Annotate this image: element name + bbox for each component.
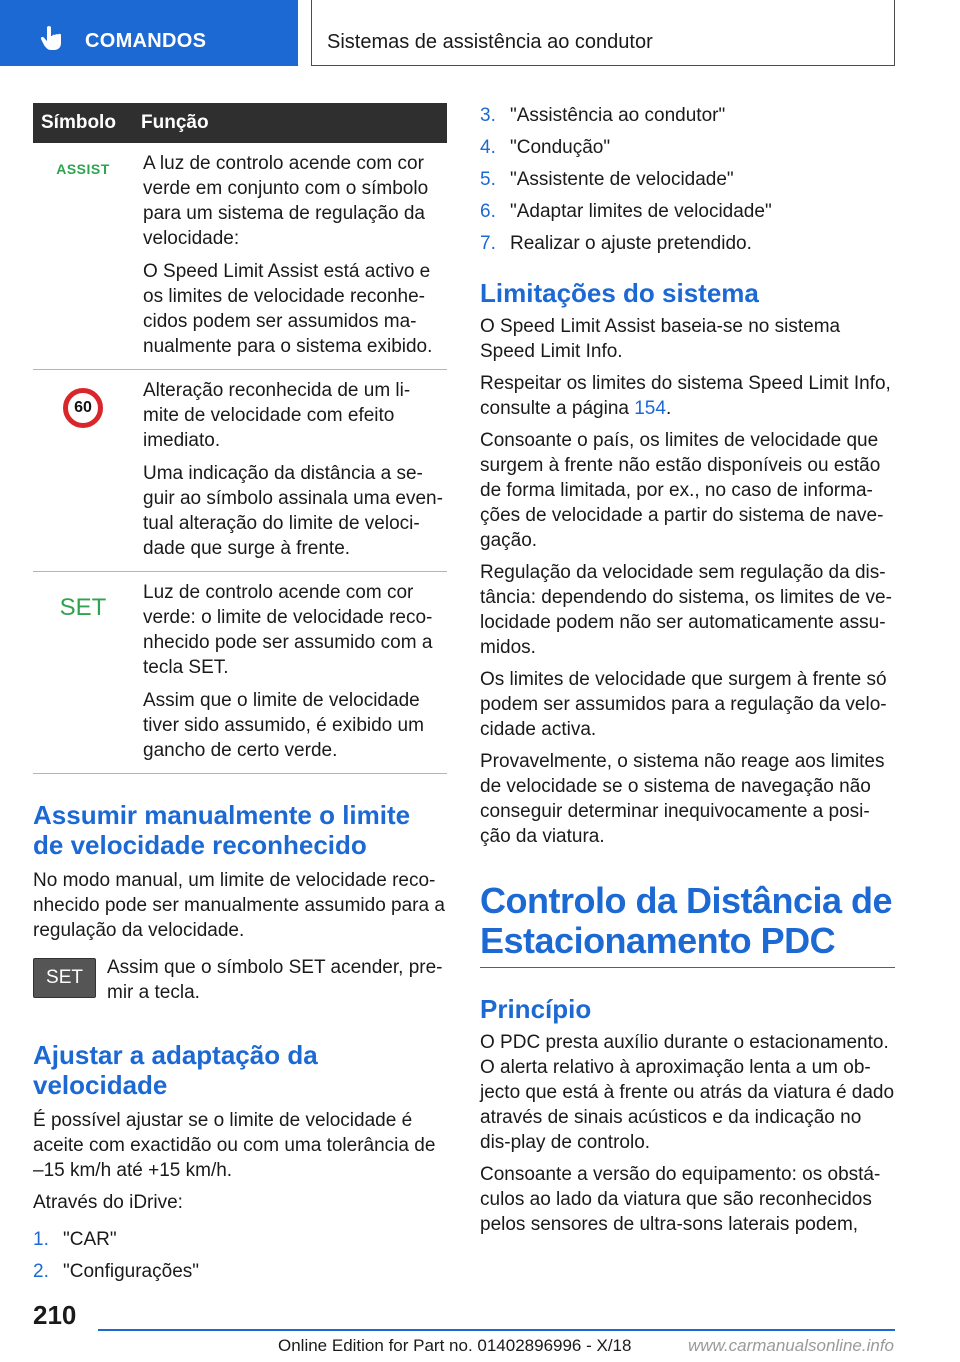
list-item: 6. "Adaptar limites de velocidade" <box>480 201 772 222</box>
steps-list-b <box>480 103 895 256</box>
list-item: 1. "CAR" <box>33 1229 117 1250</box>
footer-rule <box>98 1329 895 1331</box>
manual-heading: Assumir manualmente o limite de velocidade reconhecido <box>33 800 411 860</box>
row-text: O Speed Limit Assist está activo e os limites de velocidade reconhe-cidos podem ser assumidos ma-nualmente para o sistema exibido. <box>143 261 433 357</box>
steps-list-a <box>33 1227 447 1284</box>
col-function-header: Função <box>133 103 447 143</box>
section-tab <box>0 0 298 66</box>
pdc-heading: Controlo da Distância de Estacionamento PDC <box>480 880 893 961</box>
list-item: 4. "Condução" <box>480 137 611 158</box>
limits-text: Respeitar os limites do sistema Speed Limit Info, consulte a página 154. <box>480 373 891 419</box>
set-instruction: Assim que o símbolo SET acender, pre-mir a tecla. <box>107 957 443 1003</box>
col-symbol-header: Símbolo <box>33 103 133 143</box>
right-column <box>480 103 895 1244</box>
limits-text: Os limites de velocidade que surgem à frente só podem ser assumidos para a regulação da velo-cidade activa. <box>480 669 887 740</box>
limits-text: Consoante o país, os limites de velocidade que surgem à frente não estão disponíveis ou estão de forma limitada, por ex., no caso de informa-ções de velocidade a partir do sistema de nave-gação. <box>480 430 884 551</box>
list-item: 5. "Assistente de velocidade" <box>480 169 734 190</box>
adapt-heading: Ajustar a adaptação da velocidade <box>33 1040 318 1100</box>
edition-text: Online Edition for Part no. 01402896996 - X/18 <box>278 1336 632 1355</box>
assist-icon: ASSIST <box>56 161 110 177</box>
limits-text: Regulação da velocidade sem regulação da dis-tância: dependendo do sistema, os limites de ve-locidade podem não ser automaticamente assu-midos. <box>480 562 892 658</box>
hand-pointer-icon <box>38 24 66 52</box>
set-button-row <box>33 955 447 1012</box>
pdc-heading-block <box>480 881 895 968</box>
row-text: Luz de controlo acende com cor verde: o limite de velocidade reco-nhecido pode ser assumido com a tecla SET. <box>143 582 433 678</box>
set-button-icon: SET <box>33 958 96 998</box>
limits-text: O Speed Limit Assist baseia-se no sistema Speed Limit Info. <box>480 316 841 362</box>
page-number: 210 <box>33 1300 77 1330</box>
row-text: Alteração reconhecida de um li-mite de velocidade com efeito imediato. <box>143 380 411 451</box>
set-indicator-icon: SET <box>59 594 107 621</box>
chapter-box <box>311 0 895 66</box>
limits-text: Provavelmente, o sistema não reage aos limites de velocidade se o sistema de navegação não conseguir determinar inequivocamente a posi-ção da viatura. <box>480 751 885 847</box>
watermark: www.carmanualsonline.info <box>688 1336 894 1355</box>
table-row <box>33 370 447 572</box>
list-item: 3. "Assistência ao condutor" <box>480 105 726 126</box>
symbol-table <box>33 103 447 774</box>
page-header <box>0 0 960 66</box>
row-text: A luz de controlo acende com cor verde em conjunto com o símbolo para um sistema de regulação da velocidade: <box>143 153 429 249</box>
pdc-text: Consoante a versão do equipamento: os obstá-culos ao lado da viatura que são reconhecidos pelos sensores de ultra-sons laterais podem, <box>480 1164 881 1235</box>
row-text: Assim que o limite de velocidade tiver sido assumido, é exibido um gancho de certo verde. <box>143 690 424 761</box>
left-column <box>33 103 447 1291</box>
principle-heading: Princípio <box>480 994 592 1024</box>
chapter-title: Sistemas de assistência ao condutor <box>327 31 653 53</box>
list-item: 7. Realizar o ajuste pretendido. <box>480 233 752 254</box>
table-row <box>33 572 447 774</box>
section-title: COMANDOS <box>85 30 207 52</box>
adapt-text: É possível ajustar se o limite de velocidade é aceite com exactidão ou com uma tolerância de –15 km/h até +15 km/h. <box>33 1110 436 1181</box>
manual-text: No modo manual, um limite de velocidade reco-nhecido pode ser manualmente assumido para a regulação da velocidade. <box>33 870 445 941</box>
list-item: 2. "Configurações" <box>33 1261 200 1282</box>
page-link[interactable]: 154 <box>634 398 666 419</box>
table-row <box>33 143 447 370</box>
adapt-idrive: Através do iDrive: <box>33 1192 183 1213</box>
limits-heading: Limitações do sistema <box>480 278 759 308</box>
pdc-text: O PDC presta auxílio durante o estacionamento. O alerta relativo à aproximação lenta a um ob-jecto que está à frente ou atrás da viatura é dado através de sinais acústicos e da indicação no dis-play de controlo. <box>480 1032 895 1153</box>
row-text: Uma indicação da distância a se-guir ao símbolo assinala uma even-tual alteração do limite de veloci-dade que surge à frente. <box>143 463 443 559</box>
speed-limit-sign-icon: 60 <box>63 388 103 428</box>
